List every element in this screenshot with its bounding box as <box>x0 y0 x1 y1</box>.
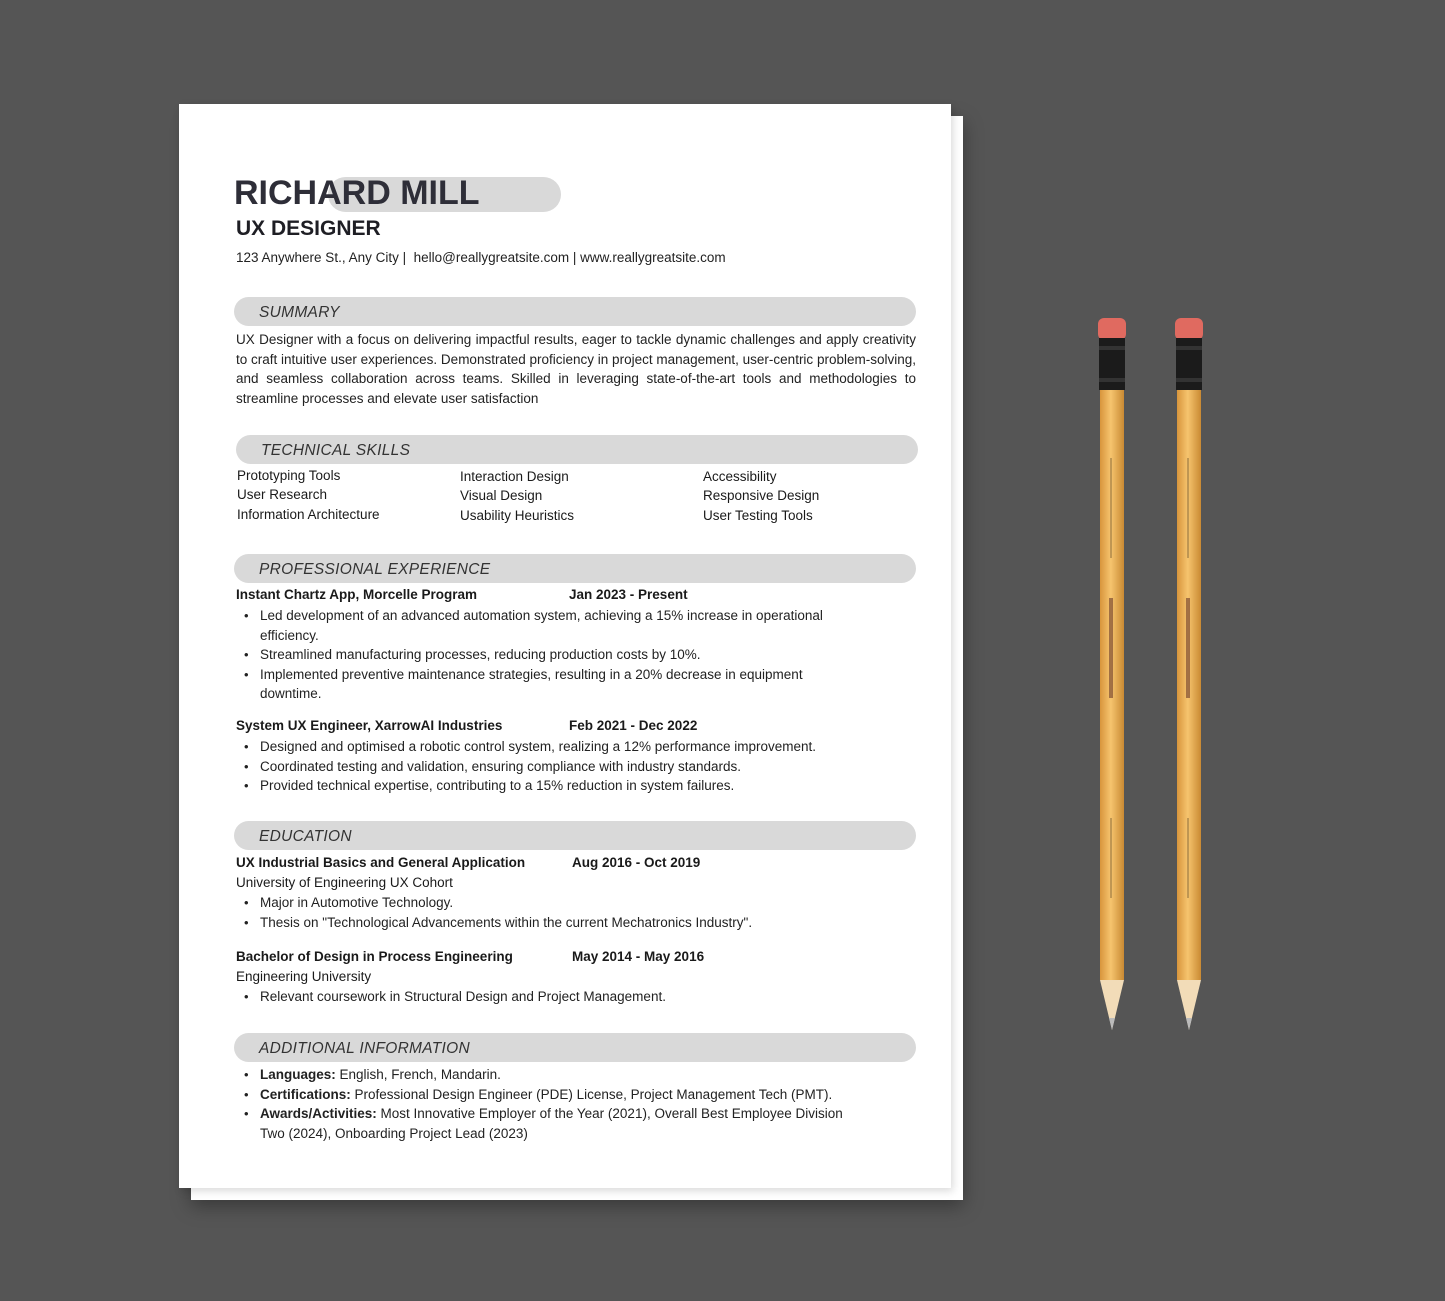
degree-title: UX Industrial Basics and General Application <box>236 855 526 870</box>
skill-item: Usability Heuristics <box>460 508 575 523</box>
skill-item: Visual Design <box>460 488 543 503</box>
skill-item: Information Architecture <box>237 507 380 522</box>
degree-dates: Aug 2016 - Oct 2019 <box>572 855 701 870</box>
degree-bullets <box>236 987 876 1007</box>
skill-item: Responsive Design <box>703 488 820 503</box>
job-title: Instant Chartz App, Morcelle Program <box>236 587 478 602</box>
degree-title: Bachelor of Design in Process Engineering <box>236 949 513 964</box>
section-title: TECHNICAL SKILLS <box>261 442 411 459</box>
list-item: • Thesis on "Technological Advancements within the current Mechatronics Industry". <box>236 913 876 933</box>
list-item <box>236 1085 866 1105</box>
list-item: • Designed and optimised a robotic control system, realizing a 12% performance improvement. <box>236 737 876 757</box>
job-title: System UX Engineer, XarrowAI Industries <box>236 718 503 733</box>
degree-bullets <box>236 893 876 932</box>
pencil-icon <box>1174 318 1204 1032</box>
pencil-icon <box>1097 318 1127 1032</box>
job-dates: Jan 2023 - Present <box>569 587 688 602</box>
skill-item: User Testing Tools <box>703 508 813 523</box>
list-item: • Implemented preventive maintenance strategies, resulting in a 20% decrease in equipment downtime. <box>236 665 856 704</box>
contact-line: 123 Anywhere St., Any City | hello@reallygreatsite.com | www.reallygreatsite.com <box>236 250 726 265</box>
section-header-summary <box>234 297 916 326</box>
section-title: PROFESSIONAL EXPERIENCE <box>259 561 491 578</box>
list-item: • Coordinated testing and validation, ensuring compliance with industry standards. <box>236 757 876 777</box>
additional-list <box>236 1065 866 1143</box>
info-text: Most Innovative Employer of the Year (2021), Overall Best Employee Division Two (2024), Onboarding Project Lead (2023) <box>260 1106 843 1141</box>
resume-role: UX DESIGNER <box>236 217 381 240</box>
resume-name: RICHARD MILL <box>234 174 480 212</box>
job-dates: Feb 2021 - Dec 2022 <box>569 718 698 733</box>
list-item: • Relevant coursework in Structural Design and Project Management. <box>236 987 876 1007</box>
list-item <box>236 1065 866 1085</box>
list-item: • Major in Automotive Technology. <box>236 893 876 913</box>
section-header-education <box>234 821 916 850</box>
section-header-additional <box>234 1033 916 1062</box>
section-title: ADDITIONAL INFORMATION <box>259 1040 470 1057</box>
skill-item: Interaction Design <box>460 469 569 484</box>
section-header-experience <box>234 554 916 583</box>
skill-item: User Research <box>237 487 328 502</box>
info-text: English, French, Mandarin. <box>335 1067 501 1082</box>
section-header-skills <box>236 435 918 464</box>
degree-dates: May 2014 - May 2016 <box>572 949 705 964</box>
info-label: Certifications: <box>260 1086 351 1102</box>
resume-page <box>179 104 951 1188</box>
job-bullets <box>236 737 876 796</box>
skill-item: Prototyping Tools <box>237 468 341 483</box>
skill-item: Accessibility <box>703 469 777 484</box>
list-item: • Streamlined manufacturing processes, reducing production costs by 10%. <box>236 645 856 665</box>
list-item: • Led development of an advanced automation system, achieving a 15% increase in operational efficiency. <box>236 606 856 645</box>
list-item <box>236 1104 866 1143</box>
summary-text: UX Designer with a focus on delivering impactful results, eager to tackle dynamic challenges and apply creativity to craft intuitive user experiences. Demonstrated proficiency in project management, user-centric problem-solving, and seamless collaboration across teams. Skilled in leveraging state-of-the-art tools and methodologies to streamline processes and elevate user satisfaction <box>236 332 916 406</box>
list-item: • Provided technical expertise, contributing to a 15% reduction in system failures. <box>236 776 876 796</box>
info-text: Professional Design Engineer (PDE) License, Project Management Tech (PMT). <box>350 1086 833 1102</box>
school-name: University of Engineering UX Cohort <box>236 875 453 890</box>
job-bullets <box>236 606 856 704</box>
section-title: SUMMARY <box>259 304 340 321</box>
section-title: EDUCATION <box>259 828 352 845</box>
info-label: Languages: <box>260 1067 336 1082</box>
school-name: Engineering University <box>236 969 372 984</box>
info-label: Awards/Activities: <box>260 1106 377 1122</box>
